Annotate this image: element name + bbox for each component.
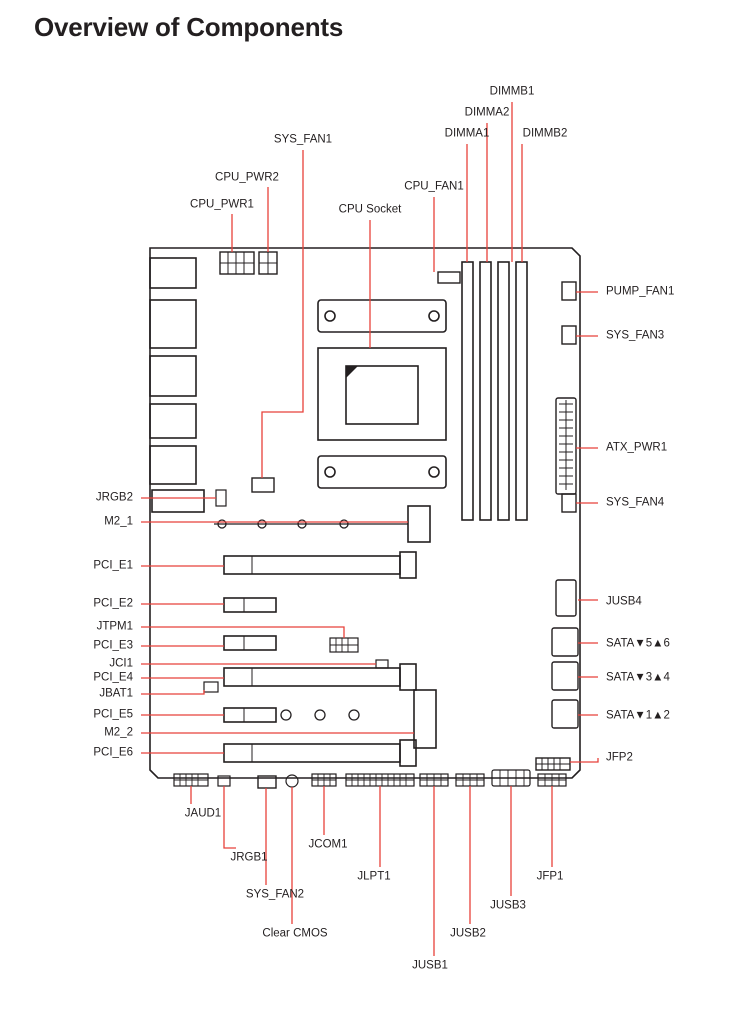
label-pci-e3: PCI_E3 xyxy=(93,639,133,652)
label-m2-2: M2_2 xyxy=(104,726,133,739)
m2-1-slot xyxy=(408,506,430,542)
label-jlpt1: JLPT1 xyxy=(357,870,391,883)
label-cpu-pwr1: CPU_PWR1 xyxy=(190,198,254,211)
m2-2-standoff-2 xyxy=(315,710,325,720)
rear-io-block-3 xyxy=(150,356,196,396)
label-sata56: SATA▼5▲6 xyxy=(606,637,670,650)
leader-lines xyxy=(141,102,598,956)
label-jcom1: JCOM1 xyxy=(308,838,348,851)
sys-fan3-header xyxy=(562,326,576,344)
jrgb2-header xyxy=(216,490,226,506)
label-jbat1: JBAT1 xyxy=(99,687,133,700)
dimm-slot-a1 xyxy=(462,262,473,520)
cpu-fan1-header xyxy=(438,272,460,283)
label-jtpm1: JTPM1 xyxy=(96,620,133,633)
label-jusb1: JUSB1 xyxy=(412,959,448,972)
label-jrgb1: JRGB1 xyxy=(230,851,268,864)
small-headers xyxy=(204,490,388,692)
label-sata12: SATA▼1▲2 xyxy=(606,709,670,722)
label-sys-fan3: SYS_FAN3 xyxy=(606,329,665,342)
label-pci-e4: PCI_E4 xyxy=(93,671,133,684)
cpu-socket-body xyxy=(318,348,446,440)
page-title: Overview of Components xyxy=(34,12,344,42)
sata34-connector xyxy=(552,662,578,690)
m2-2-standoff-3 xyxy=(349,710,359,720)
label-cpu-socket: CPU Socket xyxy=(338,203,402,216)
label-pci-e6: PCI_E6 xyxy=(93,746,133,759)
label-cpu-pwr2: CPU_PWR2 xyxy=(215,171,279,184)
label-jusb4: JUSB4 xyxy=(606,595,642,608)
label-clear-cmos: Clear CMOS xyxy=(262,927,328,940)
label-sata34: SATA▼3▲4 xyxy=(606,671,670,684)
label-sys-fan2: SYS_FAN2 xyxy=(245,888,305,901)
label-atx-pwr1: ATX_PWR1 xyxy=(606,441,668,454)
rear-io-block-4 xyxy=(150,404,196,438)
label-dimma2: DIMMA2 xyxy=(464,106,510,119)
jusb4-connector xyxy=(556,580,576,616)
label-jfp2: JFP2 xyxy=(606,751,633,764)
pci-e3-slot xyxy=(224,636,276,650)
cpu-bracket-hole-tl xyxy=(325,311,335,321)
pci-e1-latch xyxy=(400,552,416,578)
rear-io-block-5 xyxy=(150,446,196,484)
label-pci-e1: PCI_E1 xyxy=(93,559,133,572)
rear-io-block-6 xyxy=(152,490,204,512)
label-sys-fan1: SYS_FAN1 xyxy=(273,133,333,146)
label-pci-e2: PCI_E2 xyxy=(93,597,133,610)
cpu-bracket-hole-tr xyxy=(429,311,439,321)
cpu-bracket-bottom xyxy=(318,456,446,488)
label-jci1: JCI1 xyxy=(109,657,133,670)
cpu-socket-assembly xyxy=(318,300,446,488)
leader-jfp2 xyxy=(570,758,598,762)
label-pci-e5: PCI_E5 xyxy=(93,708,133,721)
leader-jrgb1 xyxy=(224,786,236,848)
pump-fan1-header xyxy=(562,282,576,300)
dimm-slot-b1 xyxy=(498,262,509,520)
dimm-slot-b2 xyxy=(516,262,527,520)
jci1-header xyxy=(376,660,388,668)
cpu-socket-inner xyxy=(346,366,418,424)
label-jaud1: JAUD1 xyxy=(184,807,222,820)
label-dimmb2: DIMMB2 xyxy=(522,127,568,140)
dimm-slot-a2 xyxy=(480,262,491,520)
dimm-slot-group xyxy=(462,262,527,520)
label-jusb2: JUSB2 xyxy=(450,927,486,940)
rear-io-block-1 xyxy=(150,258,196,288)
cpu-bracket-hole-bl xyxy=(325,467,335,477)
clear-cmos-button xyxy=(286,775,298,787)
m2-2-standoff-1 xyxy=(281,710,291,720)
sata12-connector xyxy=(552,700,578,728)
label-pump-fan1: PUMP_FAN1 xyxy=(606,285,675,298)
label-m2-1: M2_1 xyxy=(104,515,133,528)
expansion-slots xyxy=(214,506,436,766)
label-jfp1: JFP1 xyxy=(536,870,564,883)
cpu-bracket-hole-br xyxy=(429,467,439,477)
cpu-socket-key xyxy=(346,366,358,378)
atx-pwr1-connector xyxy=(556,398,576,494)
pci-e5-slot xyxy=(224,708,276,722)
right-edge-connectors xyxy=(536,580,578,770)
pci-e4-slot xyxy=(224,668,400,686)
jbat1-header xyxy=(204,682,218,692)
sata56-connector xyxy=(552,628,578,656)
label-dimma1: DIMMA1 xyxy=(444,127,490,140)
label-dimmb1: DIMMB1 xyxy=(489,85,535,98)
pci-e2-slot xyxy=(224,598,276,612)
m2-2-slot xyxy=(414,690,436,748)
sys-fan4-header xyxy=(562,494,576,512)
label-jrgb2: JRGB2 xyxy=(95,491,133,504)
rear-io-block-2 xyxy=(150,300,196,348)
pci-e6-slot xyxy=(224,744,400,762)
pci-e4-latch xyxy=(400,664,416,690)
pci-e1-slot xyxy=(224,556,400,574)
label-jusb3: JUSB3 xyxy=(490,899,526,912)
sys-fan1-header xyxy=(252,478,274,492)
cpu-bracket-top xyxy=(318,300,446,332)
label-sys-fan4: SYS_FAN4 xyxy=(606,496,665,509)
label-cpu-fan1: CPU_FAN1 xyxy=(404,180,464,193)
cpu-power-connectors xyxy=(220,252,277,274)
